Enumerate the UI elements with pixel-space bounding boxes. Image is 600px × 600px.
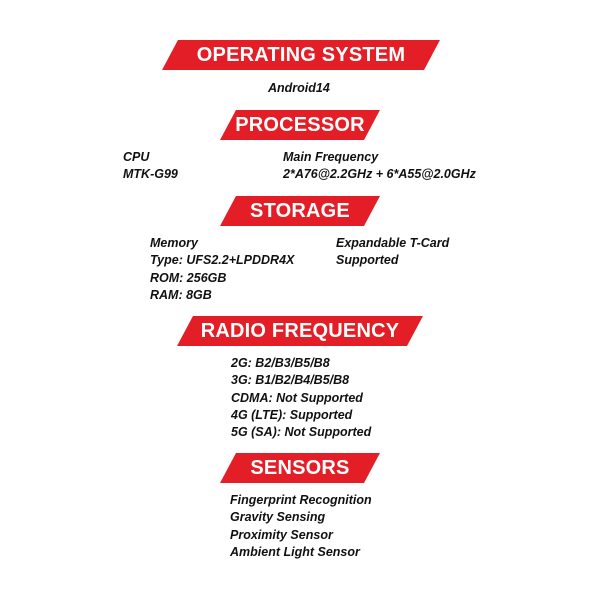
radio-line: 3G: B1/B2/B4/B5/B8	[231, 373, 350, 388]
sensors-title: SENSORS	[250, 457, 350, 479]
sensors-block	[230, 492, 372, 561]
memory-line: Type: UFS2.2+LPDDR4X	[150, 253, 295, 268]
processor-title: PROCESSOR	[235, 114, 365, 136]
cpu-block	[123, 149, 178, 184]
radio-line: 5G (SA): Not Supported	[231, 425, 372, 440]
frequency-label: Main Frequency	[283, 150, 379, 164]
sensor-line: Proximity Sensor	[230, 527, 333, 542]
radio-title: RADIO FREQUENCY	[200, 320, 400, 342]
storage-title: STORAGE	[250, 200, 350, 222]
expandable-block	[336, 235, 449, 270]
memory-line: Memory	[150, 236, 198, 250]
radio-line: 4G (LTE): Supported	[231, 407, 353, 422]
expandable-line: Supported	[336, 253, 399, 268]
sensor-line: Fingerprint Recognition	[230, 493, 372, 507]
frequency-value: 2*A76@2.2GHz + 6*A55@2.0GHz	[283, 167, 476, 182]
frequency-block	[283, 149, 476, 184]
radio-block	[231, 355, 371, 441]
radio-line: 2G: B2/B3/B5/B8	[231, 356, 330, 370]
sensor-line: Ambient Light Sensor	[230, 544, 360, 559]
cpu-value: MTK-G99	[123, 167, 178, 182]
cpu-label: CPU	[123, 150, 150, 164]
os-title: OPERATING SYSTEM	[196, 44, 406, 66]
memory-line: RAM: 8GB	[150, 287, 212, 302]
memory-block	[150, 235, 294, 304]
radio-line: CDMA: Not Supported	[231, 390, 363, 405]
expandable-line: Expandable T-Card	[336, 236, 450, 250]
memory-line: ROM: 256GB	[150, 270, 227, 285]
os-value: Android14	[268, 81, 330, 95]
sensor-line: Gravity Sensing	[230, 510, 326, 525]
